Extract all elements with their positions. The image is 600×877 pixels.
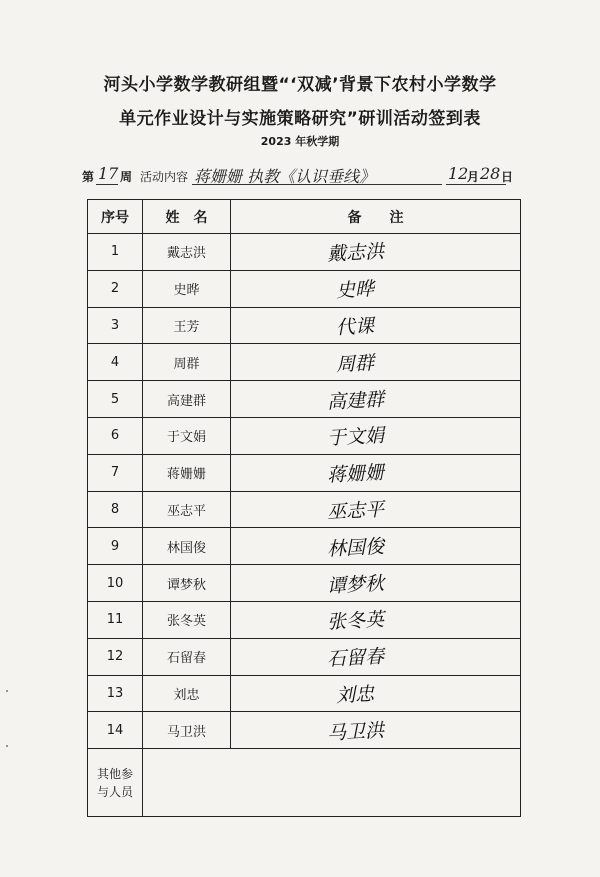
- row-number-cell: [88, 454, 143, 491]
- row-signature: 巫志平: [326, 498, 385, 524]
- row-number: 11: [106, 612, 124, 628]
- row-signature-cell: [231, 270, 521, 307]
- row-number-cell: [88, 344, 143, 381]
- row-signature: 刘忠: [336, 682, 376, 707]
- row-signature-cell: [231, 565, 521, 602]
- row-number-cell: [88, 565, 143, 602]
- row-number-cell: [88, 528, 143, 565]
- row-signature: 高建群: [326, 388, 385, 414]
- table-row: [88, 638, 521, 675]
- margin-dot: [6, 745, 8, 747]
- row-number: 10: [106, 575, 124, 591]
- row-name: 戴志洪: [166, 246, 206, 262]
- row-name: 刘忠: [173, 687, 200, 703]
- row-number-cell: [88, 712, 143, 749]
- row-name: 蒋姗姗: [166, 467, 206, 483]
- row-number: 12: [106, 649, 124, 665]
- row-number: 6: [110, 428, 120, 444]
- table-row: [88, 270, 521, 307]
- row-name-cell: [143, 344, 231, 381]
- row-signature-cell: [231, 675, 521, 712]
- row-signature-cell: [231, 601, 521, 638]
- sign-in-table: [87, 199, 521, 817]
- row-name-cell: [143, 528, 231, 565]
- table-header-row: [88, 200, 521, 234]
- row-signature: 代课: [336, 315, 376, 339]
- row-signature: 戴志洪: [326, 240, 385, 266]
- row-signature-cell: [231, 712, 521, 749]
- row-name: 谭梦秋: [166, 577, 206, 593]
- row-number-cell: [88, 234, 143, 271]
- day-value: 28: [480, 164, 501, 183]
- row-name: 王芳: [173, 319, 200, 335]
- row-name: 张冬英: [166, 614, 206, 630]
- row-number: 13: [106, 685, 124, 701]
- header-remarks: 备 注: [231, 200, 521, 234]
- row-signature: 蒋姗姗: [326, 461, 385, 487]
- row-number-cell: [88, 307, 143, 344]
- activity-info-line: [82, 162, 522, 188]
- table-row: [88, 454, 521, 491]
- row-number: 4: [110, 354, 120, 370]
- row-number: 8: [110, 501, 120, 517]
- content-value: 蒋姗姗 执教《认识垂线》: [194, 167, 376, 186]
- content-underline: [192, 184, 442, 185]
- other-participants-label: 其他参 与人员: [88, 749, 143, 817]
- row-name: 巫志平: [166, 503, 206, 519]
- table-row: [88, 307, 521, 344]
- month-label: 月: [467, 170, 480, 184]
- table-row: [88, 528, 521, 565]
- week-prefix: 第: [82, 170, 95, 184]
- row-number-cell: [88, 638, 143, 675]
- other-participants-field: [143, 749, 521, 817]
- row-signature-cell: [231, 344, 521, 381]
- row-name-cell: [143, 381, 231, 418]
- row-name-cell: [143, 638, 231, 675]
- row-name-cell: [143, 491, 231, 528]
- week-number: 17: [98, 164, 119, 183]
- row-name-cell: [143, 307, 231, 344]
- row-signature-cell: [231, 381, 521, 418]
- row-name-cell: [143, 712, 231, 749]
- other-participants-row: [88, 749, 521, 817]
- title-line-2: 单元作业设计与实施策略研究”研训活动签到表: [119, 109, 481, 129]
- title-line-1: 河头小学数学教研组暨“‘双减’背景下农村小学数学: [103, 75, 497, 95]
- row-signature-cell: [231, 417, 521, 454]
- date-underline: [446, 184, 506, 185]
- row-name: 史晔: [173, 283, 200, 299]
- row-name: 石留春: [166, 651, 206, 667]
- row-number-cell: [88, 675, 143, 712]
- row-signature-cell: [231, 528, 521, 565]
- row-signature: 马卫洪: [326, 719, 385, 745]
- row-number: 9: [110, 538, 120, 554]
- table-row: [88, 712, 521, 749]
- row-name-cell: [143, 601, 231, 638]
- month-value: 12: [448, 164, 469, 183]
- row-name: 于文娟: [166, 430, 206, 446]
- row-signature-cell: [231, 491, 521, 528]
- row-signature: 张冬英: [326, 608, 385, 634]
- table-row: [88, 601, 521, 638]
- row-name-cell: [143, 417, 231, 454]
- row-signature: 谭梦秋: [326, 572, 385, 598]
- row-name-cell: [143, 565, 231, 602]
- header-name: 姓 名: [143, 200, 231, 234]
- row-signature-cell: [231, 307, 521, 344]
- row-signature: 史晔: [336, 278, 376, 303]
- row-number: 2: [110, 281, 120, 297]
- row-number: 14: [106, 722, 124, 738]
- row-name: 周群: [173, 356, 200, 372]
- week-suffix: 周: [120, 170, 133, 184]
- table-row: [88, 344, 521, 381]
- row-name: 马卫洪: [166, 724, 206, 740]
- row-signature: 林国俊: [326, 535, 385, 561]
- week-underline: [96, 184, 118, 185]
- row-number: 3: [110, 317, 120, 333]
- row-number: 1: [110, 244, 120, 260]
- row-signature: 周群: [336, 351, 376, 376]
- row-name-cell: [143, 675, 231, 712]
- row-number-cell: [88, 601, 143, 638]
- row-number-cell: [88, 381, 143, 418]
- day-label: 日: [501, 170, 514, 184]
- table-row: [88, 381, 521, 418]
- row-signature-cell: [231, 234, 521, 271]
- row-name-cell: [143, 454, 231, 491]
- row-number-cell: [88, 417, 143, 454]
- table-row: [88, 417, 521, 454]
- row-name: 高建群: [166, 393, 206, 409]
- header-number: 序号: [88, 200, 143, 234]
- table-row: [88, 565, 521, 602]
- table-row: [88, 234, 521, 271]
- term-label: 2023 年秋学期: [260, 135, 340, 148]
- row-signature-cell: [231, 638, 521, 675]
- row-signature: 石留春: [326, 645, 385, 671]
- row-signature-cell: [231, 454, 521, 491]
- row-number: 5: [110, 391, 120, 407]
- row-number-cell: [88, 491, 143, 528]
- row-name-cell: [143, 234, 231, 271]
- row-number-cell: [88, 270, 143, 307]
- row-number: 7: [110, 465, 120, 481]
- margin-dot: [6, 690, 8, 692]
- table-row: [88, 491, 521, 528]
- content-label: 活动内容: [140, 170, 189, 184]
- row-signature: 于文娟: [326, 424, 385, 450]
- row-name-cell: [143, 270, 231, 307]
- table-row: [88, 675, 521, 712]
- row-name: 林国俊: [166, 540, 206, 556]
